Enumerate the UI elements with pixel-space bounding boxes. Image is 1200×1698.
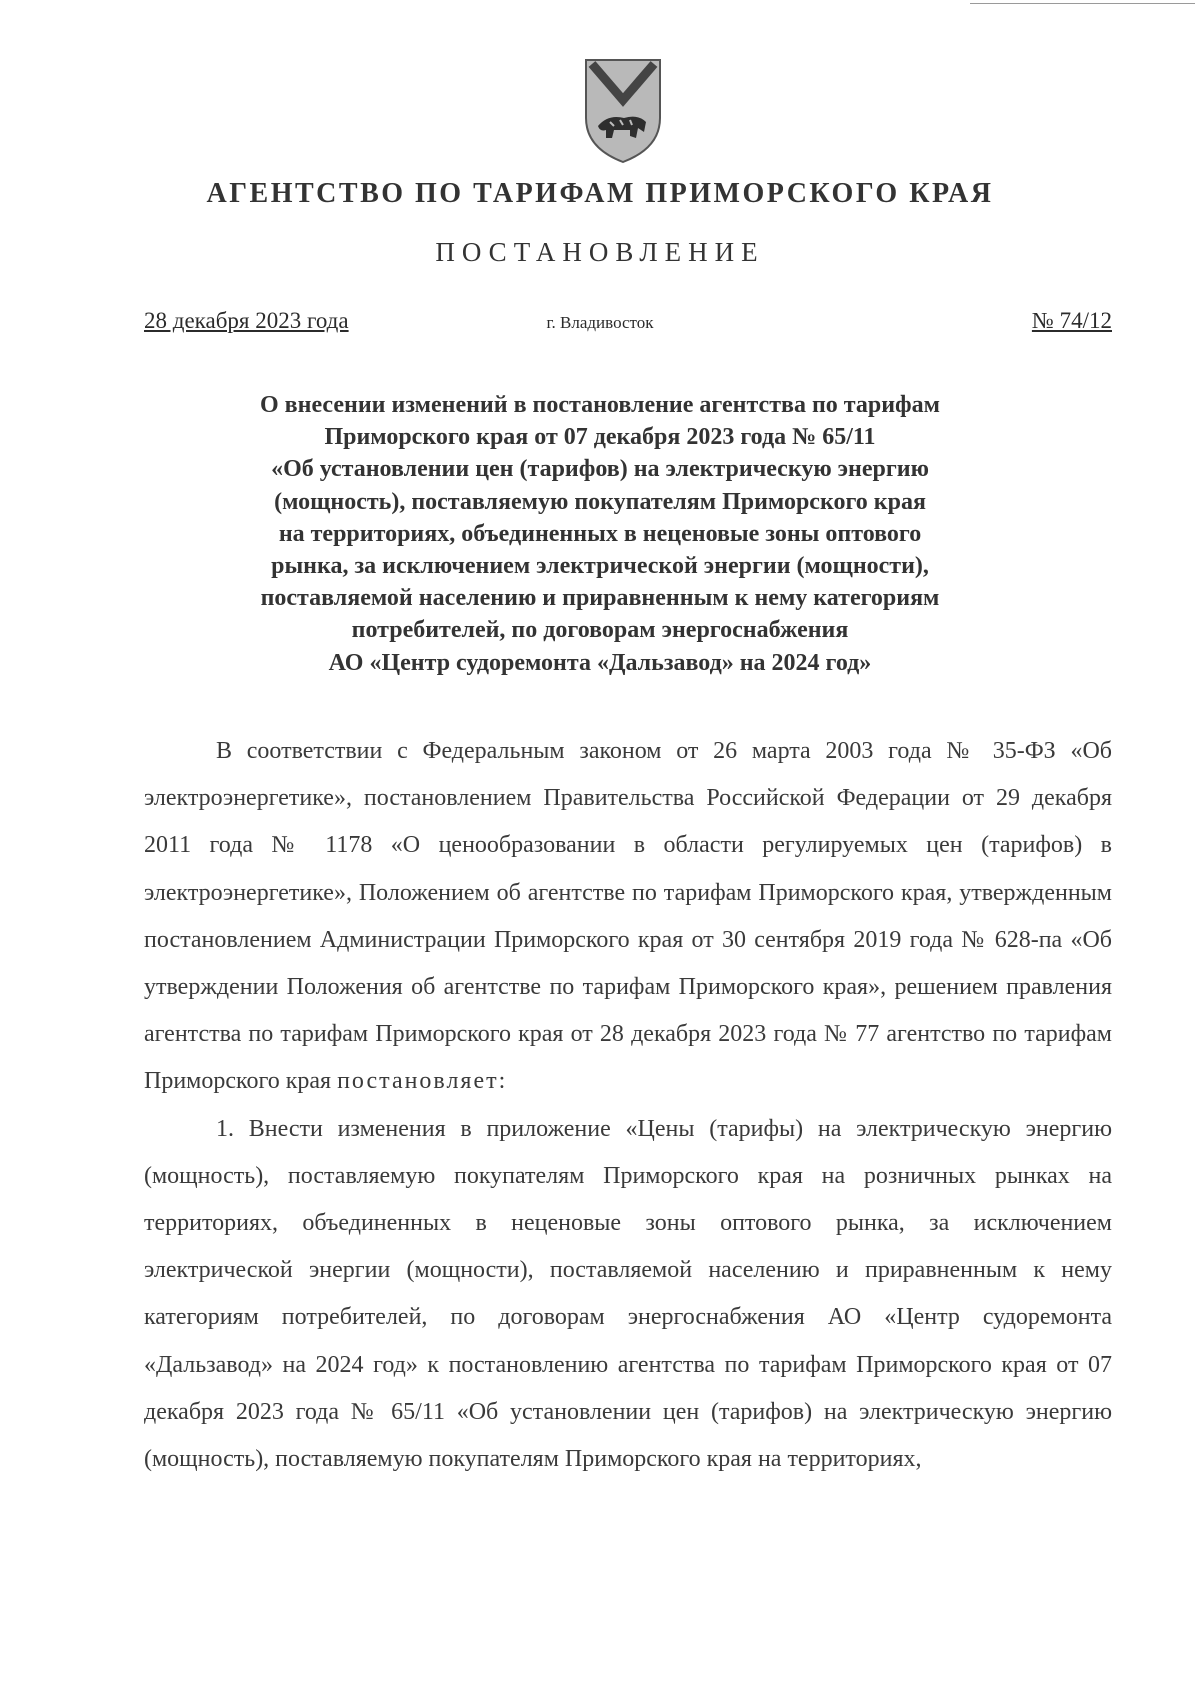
preamble-paragraph: [144, 728, 1112, 1106]
scan-edge-line: [970, 3, 1195, 4]
agency-name: АГЕНТСТВО ПО ТАРИФАМ ПРИМОРСКОГО КРАЯ: [206, 178, 994, 209]
title-line: (мощность), поставляемую покупателям Приморского края: [274, 488, 926, 515]
title-line: «Об установлении цен (тарифов) на электрическую энергию: [271, 456, 929, 483]
clause-1-paragraph: 1. Внести изменения в приложение «Цены (тарифы) на электрическую энергию (мощность), поставляемую покупателям Приморского края на розничных рынках на территориях, объединенных в неценовые зоны оптового рынка, за исключением электрической энергии (мощности), поставляемой населению и приравненным к нему категориям потребителей, по договорам энергоснабжения АО «Центр судоремонта «Дальзавод» на 2024 год» к постановлению агентства по тарифам Приморского края от 07 декабря 2023 года № 65/11 «Об установлении цен (тарифов) на электрическую энергию (мощность), поставляемую покупателям Приморского края на территориях,: [144, 1115, 1112, 1473]
document-city: г. Владивосток: [546, 313, 654, 332]
document-type: ПОСТАНОВЛЕНИЕ: [435, 237, 765, 267]
title-line: рынка, за исключением электрической энергии (мощности),: [271, 553, 929, 580]
document-date: 28 декабря 2023 года: [144, 308, 349, 333]
document-title: [150, 389, 1050, 679]
title-line: АО «Центр судоремонта «Дальзавод» на 2024 год»: [328, 649, 872, 676]
document-body: [144, 728, 1112, 1483]
title-line: на территориях, объединенных в неценовые зоны оптового: [278, 520, 922, 547]
document-number: № 74/12: [1031, 308, 1112, 333]
title-line: О внесении изменений в постановление агентства по тарифам: [260, 392, 940, 418]
title-line: поставляемой населению и приравненным к нему категориям: [260, 585, 940, 612]
resolve-word: постановляет:: [337, 1068, 508, 1095]
title-line: потребителей, по договорам энергоснабжения: [351, 617, 849, 644]
coat-of-arms-emblem: [580, 56, 666, 166]
preamble-text: В соответствии с Федеральным законом от 26 марта 2003 года № 35-ФЗ «Об электроэнергетике», постановлением Правительства Российской Федерации от 29 декабря 2011 года № 1178 «О ценообразовании в области регулируемых цен (тарифов) в электроэнергетике», Положением об агентстве по тарифам Приморского края, утвержденным постановлением Администрации Приморского края от 30 сентября 2019 года № 628-па «Об утверждении Положения об агентстве по тарифам Приморского края», решением правления агентства по тарифам Приморского края от 28 декабря 2023 года № 77 агентство по тарифам Приморского края: [144, 738, 1112, 1095]
title-line: Приморского края от 07 декабря 2023 года № 65/11: [324, 424, 876, 451]
